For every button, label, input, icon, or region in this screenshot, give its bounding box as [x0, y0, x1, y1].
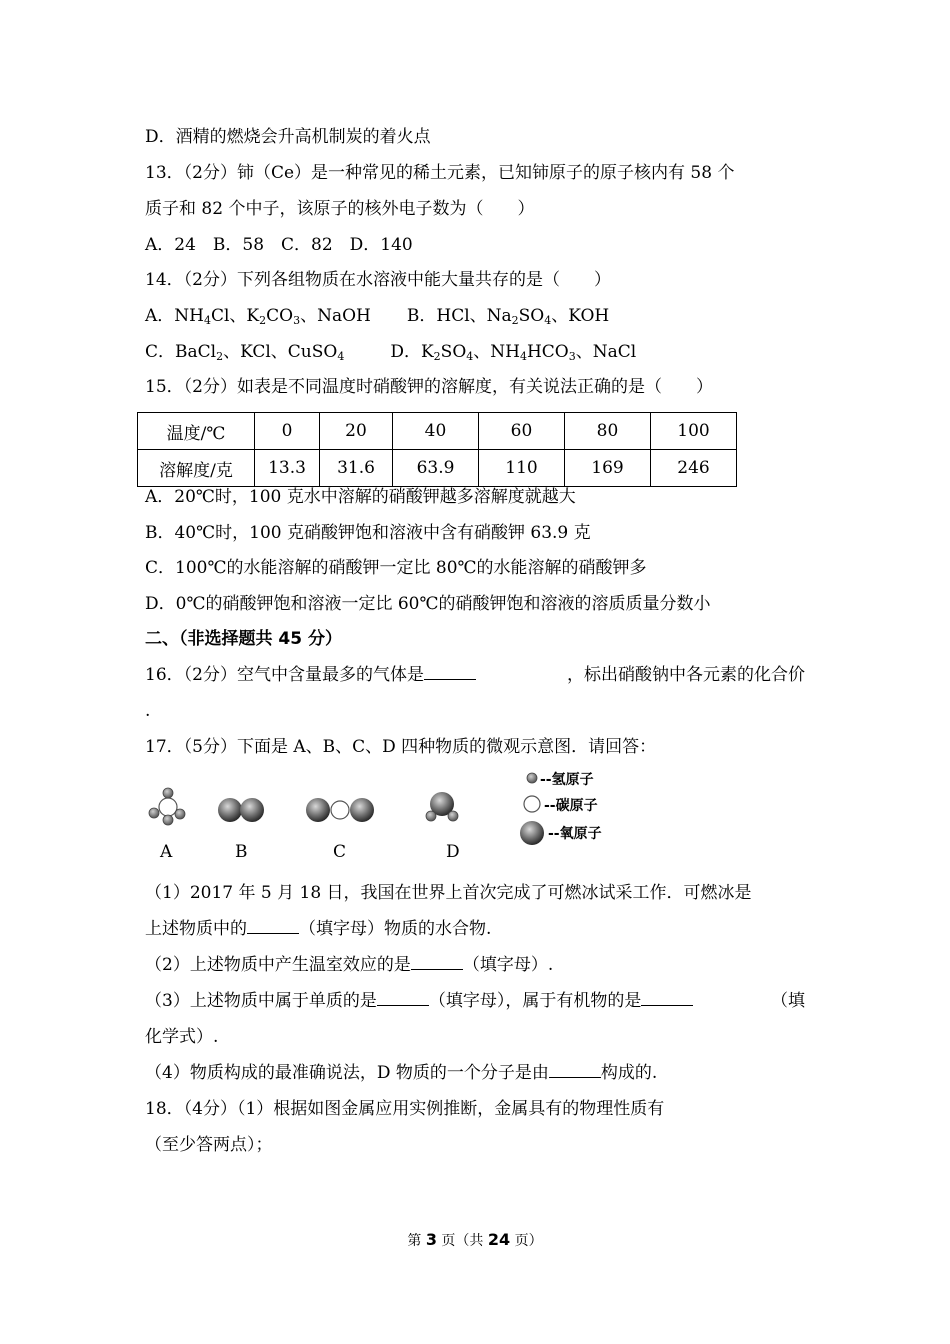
legend-carbon: --碳原子 [544, 798, 598, 814]
q17-part1-line1: （1）2017 年 5 月 18 日，我国在世界上首次完成了可燃冰试采工作．可燃冰是 [145, 883, 752, 903]
q15-option-b: B．40℃时，100 克硝酸钾饱和溶液中含有硝酸钾 63.9 克 [145, 523, 591, 543]
answer-blank[interactable] [549, 1063, 601, 1078]
table-row [138, 413, 737, 450]
section-title: 二、（非选择题共 45 分） [145, 629, 342, 649]
answer-blank[interactable] [424, 665, 476, 680]
oxygen-legend-icon [520, 821, 544, 845]
q13-stem-line2: 质子和 82 个中子，该原子的核外电子数为（ ） [145, 199, 535, 219]
q18-line1: 18．（4分）（1）根据如图金属应用实例推断，金属具有的物理性质有 [145, 1099, 665, 1119]
molecule-c [306, 798, 374, 822]
solubility-table [137, 412, 737, 487]
table-cell: 110 [479, 450, 565, 487]
total-pages: 24 [487, 1230, 511, 1249]
molecule-label: B [235, 842, 248, 862]
table-cell: 60 [479, 413, 565, 450]
q14-option-c: C．BaCl$_2$、KCl、CuSO$_4$ [145, 342, 345, 363]
q15-stem: 15．（2分）如表是不同温度时硝酸钾的溶解度，有关说法正确的是（ ） [145, 377, 713, 397]
q17-stem: 17．（5分）下面是 A、B、C、D 四种物质的微观示意图．请回答： [145, 737, 657, 757]
q13-options: A．24 B．58 C．82 D．140 [145, 235, 413, 255]
molecule-b [218, 798, 264, 822]
q14-option-b: B．HCl、$Na_2SO_4$、KOH [406, 306, 610, 327]
page-footer: 第 3 页（共 24 页） [407, 1230, 543, 1249]
table-cell: 63.9 [393, 450, 479, 487]
q14-options-ab [145, 305, 609, 327]
hydrogen-legend-icon [527, 773, 537, 783]
table-cell: 80 [565, 413, 651, 450]
legend-oxygen: --氧原子 [548, 826, 602, 842]
q14-option-a: A．$NH_4Cl$、$K_2CO_3$、NaOH [145, 306, 371, 327]
q17-part2: （2）上述物质中产生温室效应的是 （填字母）. [145, 955, 554, 975]
molecule-label: C [333, 842, 347, 862]
q17-part3-line1: （3）上述物质中属于单质的是 （填字母），属于有机物的是 （填 [145, 991, 805, 1011]
answer-blank[interactable] [377, 991, 429, 1006]
table-cell: 13.3 [255, 450, 320, 487]
table-row [138, 450, 737, 487]
table-cell: 100 [651, 413, 737, 450]
molecule-label: D [446, 842, 460, 862]
q12-option-d: D．酒精的燃烧会升高机制炭的着火点 [145, 127, 431, 147]
q16-line1: 16．（2分）空气中含量最多的气体是 ，标出硝酸钠中各元素的化合价 [145, 665, 805, 685]
molecule-a [149, 788, 185, 825]
q14-stem: 14．（2分）下列各组物质在水溶液中能大量共存的是（ ） [145, 270, 611, 290]
q13-stem-line1: 13．（2分）铈（Ce）是一种常见的稀土元素，已知铈原子的原子核内有 58 个 [145, 163, 735, 183]
q17-part3-line2: 化学式）. [145, 1027, 219, 1047]
table-cell: 20 [320, 413, 393, 450]
q18-line2: （至少答两点）； [145, 1135, 273, 1155]
molecule-d [426, 792, 458, 821]
table-cell: 169 [565, 450, 651, 487]
q15-option-d: D．0℃的硝酸钾饱和溶液一定比 60℃的硝酸钾饱和溶液的溶质质量分数小 [145, 594, 711, 614]
q15-option-a: A．20℃时，100 克水中溶解的硝酸钾越多溶解度就越大 [145, 487, 576, 507]
table-cell: 温度/℃ [138, 413, 255, 450]
answer-blank[interactable] [641, 991, 693, 1006]
molecule-label: A [160, 842, 173, 862]
q17-part4: （4）物质构成的最准确说法，D 物质的一个分子是由 构成的. [145, 1063, 658, 1083]
q16-line2: . [145, 701, 151, 721]
table-cell: 40 [393, 413, 479, 450]
q14-option-d: D．$K_2SO_4$、$NH_4HCO_3$、NaCl [390, 342, 637, 363]
q14-options-cd [145, 341, 636, 363]
carbon-legend-icon [524, 796, 540, 812]
table-cell: 0 [255, 413, 320, 450]
answer-blank[interactable] [411, 955, 463, 970]
answer-blank[interactable] [247, 919, 299, 934]
q15-option-c: C．100℃的水能溶解的硝酸钾一定比 80℃的水能溶解的硝酸钾多 [145, 558, 647, 578]
table-cell: 溶解度/克 [138, 450, 255, 487]
q17-part1-line2: 上述物质中的 （填字母）物质的水合物. [145, 919, 492, 939]
legend-hydrogen: --氢原子 [540, 772, 594, 788]
table-cell: 246 [651, 450, 737, 487]
page-number: 3 [425, 1230, 437, 1249]
table-cell: 31.6 [320, 450, 393, 487]
